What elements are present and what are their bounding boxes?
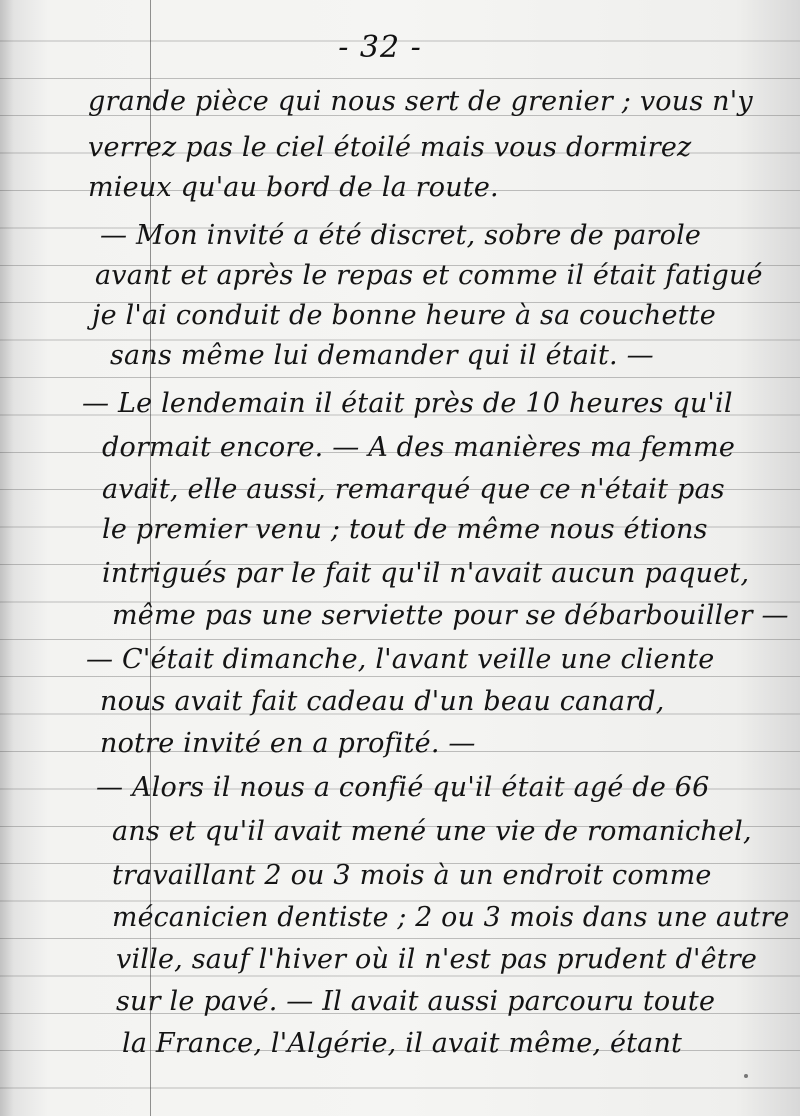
text-line: avant et après le repas et comme il était fatigué [95, 260, 763, 291]
text-line: grande pièce qui nous sert de grenier ; vous n'y [88, 86, 753, 117]
text-line: ville, sauf l'hiver où il n'est pas prudent d'être [116, 944, 758, 975]
text-line: ans et qu'il avait mené une vie de romanichel, [112, 816, 752, 847]
text-line: notre invité en a profité. — [100, 728, 476, 759]
text-line: je l'ai conduit de bonne heure à sa couchette [92, 300, 716, 331]
text-line: — Alors il nous a confié qu'il était agé de 66 [96, 772, 710, 803]
text-line: verrez pas le ciel étoilé mais vous dormirez [88, 132, 692, 163]
text-line: la France, l'Algérie, il avait même, étant [122, 1028, 683, 1059]
text-line: avait, elle aussi, remarqué que ce n'était pas [102, 474, 725, 505]
page-shadow-edge [0, 0, 14, 1116]
text-line: mécanicien dentiste ; 2 ou 3 mois dans une autre [112, 902, 790, 933]
text-line: sans même lui demander qui il était. — [110, 340, 654, 371]
text-line: mieux qu'au bord de la route. [88, 172, 499, 203]
page-number: - 32 - [338, 30, 422, 65]
text-line: nous avait fait cadeau d'un beau canard, [100, 686, 665, 717]
text-line: le premier venu ; tout de même nous étions [102, 514, 708, 545]
text-line: travaillant 2 ou 3 mois à un endroit comme [112, 860, 712, 891]
text-line: — Mon invité a été discret, sobre de parole [100, 220, 702, 251]
text-line: intrigués par le fait qu'il n'avait aucun paquet, [102, 558, 750, 589]
text-line: — Le lendemain il était près de 10 heures qu'il [82, 388, 733, 419]
text-line: — C'était dimanche, l'avant veille une cliente [86, 644, 715, 675]
ink-speck [744, 1074, 748, 1078]
text-line: même pas une serviette pour se débarbouiller — [112, 600, 789, 631]
text-line: dormait encore. — A des manières ma femme [102, 432, 736, 463]
text-line: sur le pavé. — Il avait aussi parcouru toute [116, 986, 716, 1017]
